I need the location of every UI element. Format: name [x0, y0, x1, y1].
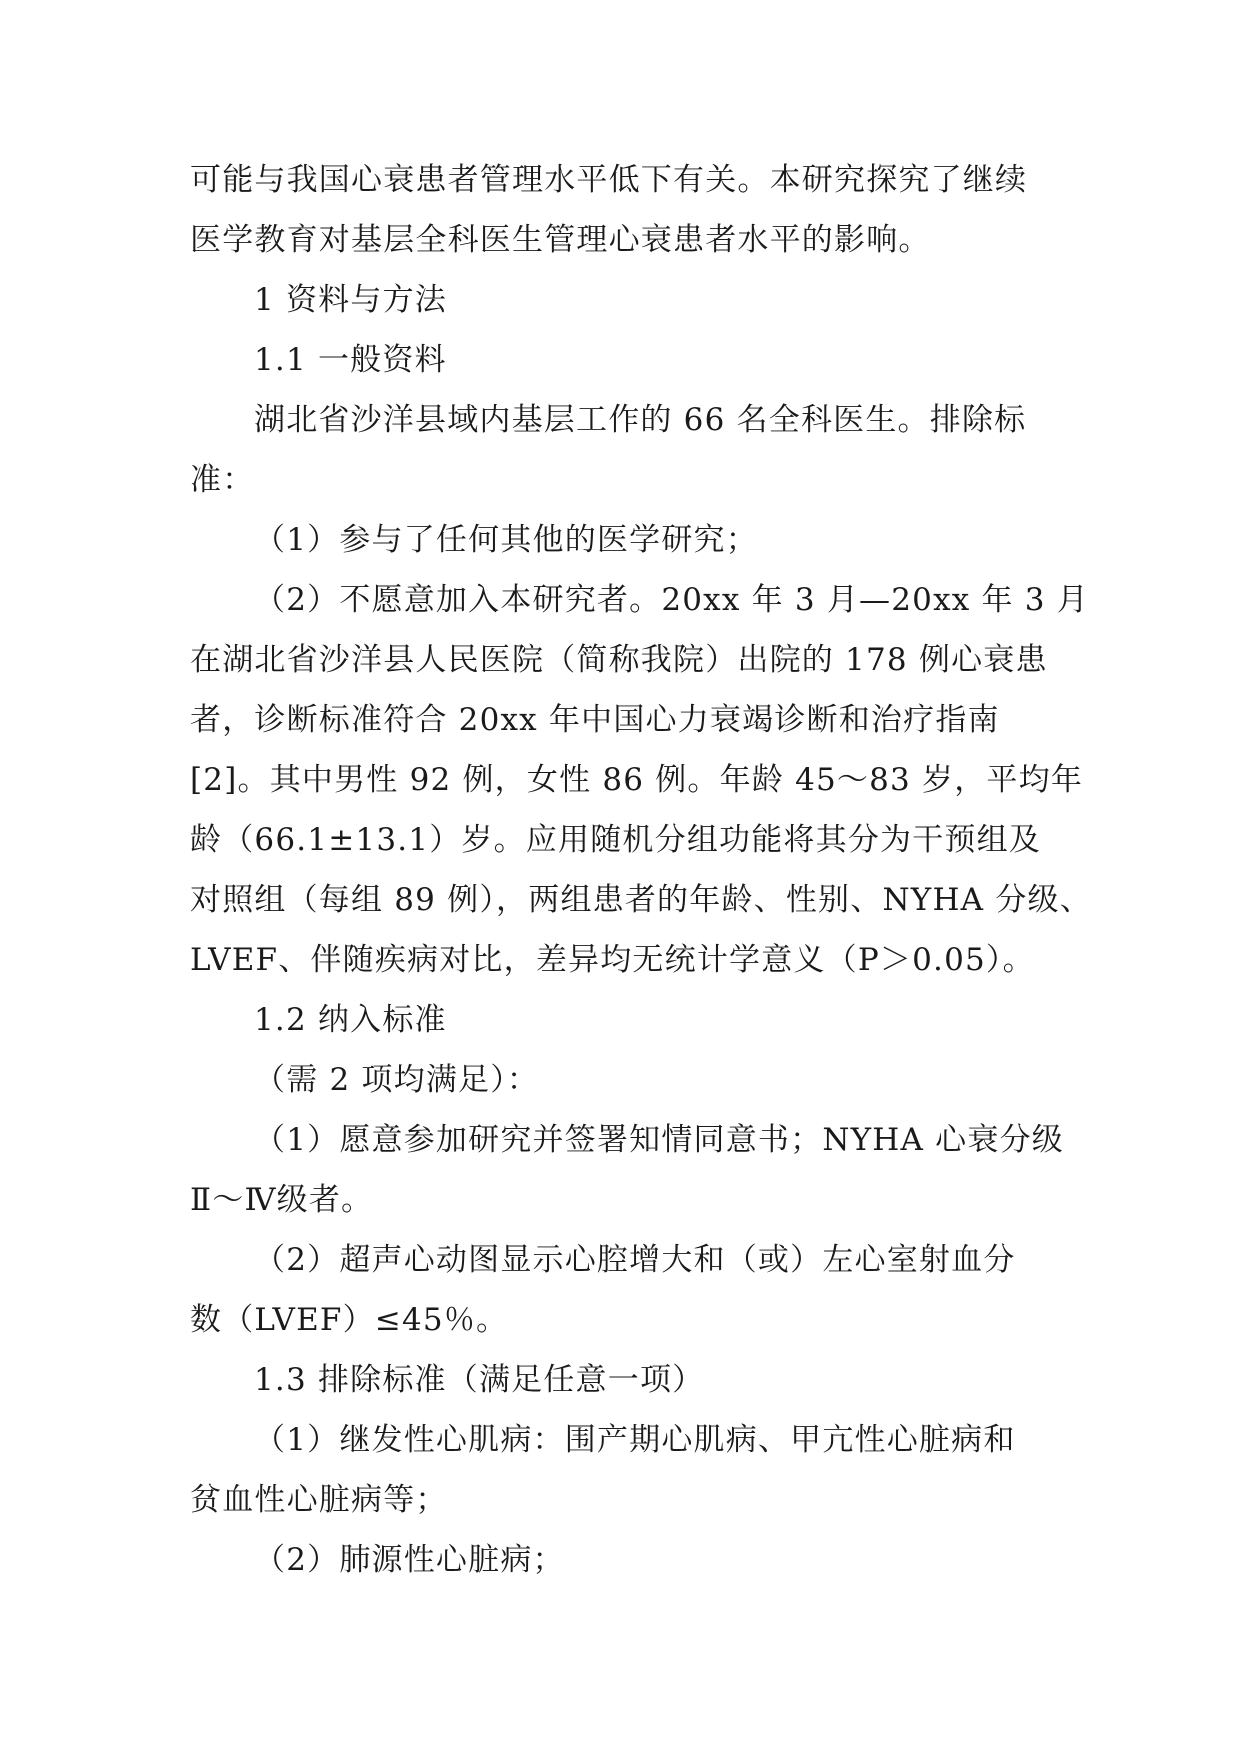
subsection-heading: 1.2 纳入标准	[254, 1002, 447, 1038]
list-item: （1）参与了任何其他的医学研究；	[254, 522, 758, 558]
paragraph-line: 龄（66.1±13.1）岁。应用随机分组功能将其分为干预组及	[190, 822, 1042, 858]
subsection-heading: 1.3 排除标准（满足任意一项）	[254, 1362, 705, 1398]
subsection-heading: 1.1 一般资料	[254, 342, 447, 378]
list-item: （1）继发性心肌病：围产期心肌病、甲亢性心脏病和	[254, 1422, 1016, 1458]
paragraph-line: 对照组（每组 89 例），两组患者的年龄、性别、NYHA 分级、	[190, 882, 1092, 918]
paragraph-line: 湖北省沙洋县域内基层工作的 66 名全科医生。排除标	[254, 402, 1027, 438]
paragraph-line: 贫血性心脏病等；	[190, 1482, 448, 1518]
list-item: （2）不愿意加入本研究者。20xx 年 3 月—20xx 年 3 月	[254, 582, 1089, 618]
paragraph-line: 可能与我国心衰患者管理水平低下有关。本研究探究了继续	[190, 162, 1028, 198]
paragraph-line: 数（LVEF）≤45％。	[190, 1302, 509, 1338]
paragraph-line: Ⅱ～Ⅳ级者。	[190, 1182, 374, 1218]
list-item: （2）肺源性心脏病；	[254, 1542, 565, 1578]
paragraph-line: 准：	[190, 462, 255, 498]
list-item: （1）愿意参加研究并签署知情同意书；NYHA 心衰分级	[254, 1122, 1064, 1158]
list-item: （2）超声心动图显示心腔增大和（或）左心室射血分	[254, 1242, 1016, 1278]
document-page	[190, 160, 1092, 1600]
paragraph-line: LVEF、伴随疾病对比，差异均无统计学意义（P＞0.05）。	[190, 942, 1035, 978]
paragraph-line: 者，诊断标准符合 20xx 年中国心力衰竭诊断和治疗指南	[190, 702, 1000, 738]
paragraph-line: [2]。其中男性 92 例，女性 86 例。年龄 45～83 岁，平均年	[190, 762, 1084, 798]
section-heading: 1 资料与方法	[254, 282, 447, 318]
paragraph-line: （需 2 项均满足）：	[254, 1062, 540, 1098]
paragraph-line: 医学教育对基层全科医生管理心衰患者水平的影响。	[190, 222, 931, 258]
paragraph-line: 在湖北省沙洋县人民医院（简称我院）出院的 178 例心衰患	[190, 642, 1048, 678]
